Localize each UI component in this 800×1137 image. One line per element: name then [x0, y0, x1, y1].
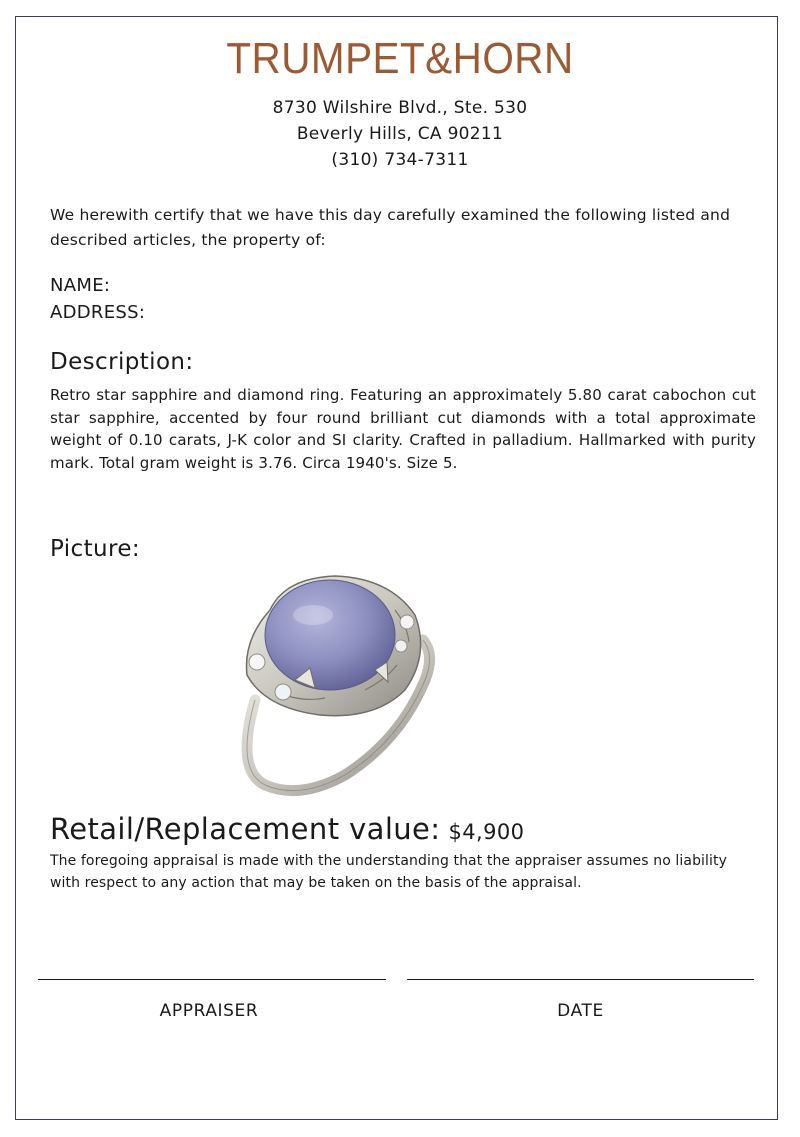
valuation-amount: $4,900 — [448, 820, 525, 844]
ring-illustration — [225, 570, 445, 800]
phone-number: (310) 734-7311 — [331, 150, 469, 170]
appraiser-signature-line — [38, 979, 386, 980]
address-label: ADDRESS: — [50, 302, 146, 323]
certification-intro: We herewith certify that we have this day carefully examined the following listed and described articles, the property of: — [50, 206, 731, 249]
date-label: DATE — [557, 1001, 604, 1021]
picture-heading: Picture: — [50, 536, 141, 562]
valuation-label: Retail/Replacement value: — [50, 812, 441, 846]
appraiser-label: APPRAISER — [159, 1001, 259, 1021]
description-heading: Description: — [50, 349, 194, 375]
date-signature-line — [407, 979, 754, 980]
appraisal-disclaimer: The foregoing appraisal is made with the understanding that the appraiser assumes no liability with respect to any action that may be taken on the basis of the appraisal. — [50, 853, 727, 891]
valuation-row — [50, 812, 524, 846]
brand-logo-text: TRUMPET&HORN — [226, 34, 574, 83]
name-label: NAME: — [50, 275, 111, 296]
ring-picture — [225, 570, 445, 800]
address-line-2: Beverly Hills, CA 90211 — [296, 124, 504, 144]
address-line-1: 8730 Wilshire Blvd., Ste. 530 — [272, 98, 528, 118]
description-text: Retro star sapphire and diamond ring. Featuring an approximately 5.80 carat cabochon cut star sapphire, accented by four round brilliant cut diamonds with a total approximate weight of 0.10 carats, J-K color and SI clarity. Crafted in palladium. Hallmarked with purity mark. Total gram weight is 3.76. Circa 1940's. Size 5. — [50, 386, 756, 472]
certificate-frame — [15, 16, 778, 1120]
